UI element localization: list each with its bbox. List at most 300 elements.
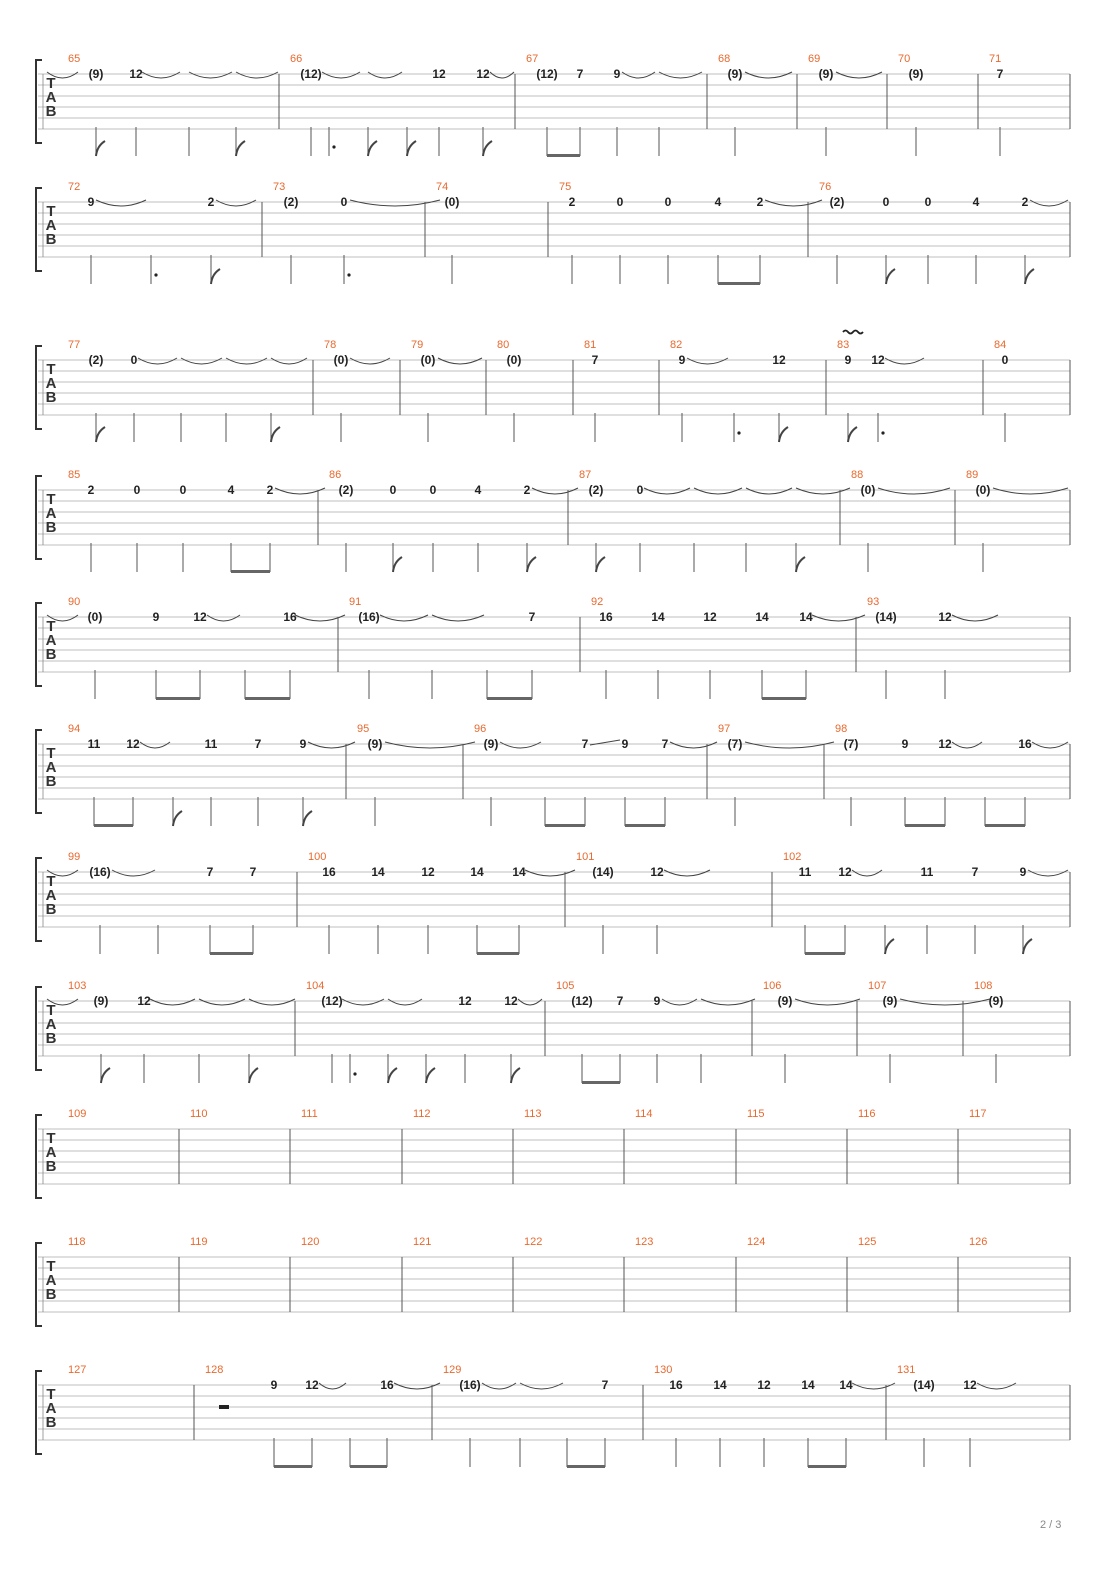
note-beam <box>487 697 532 700</box>
fret-number: 14 <box>512 865 526 879</box>
tie-arc <box>836 72 882 78</box>
fret-number: 16 <box>380 1378 394 1392</box>
fret-number: 9 <box>152 610 160 624</box>
note-flag <box>596 557 605 572</box>
bar-number: 102 <box>783 851 802 863</box>
bar-number: 121 <box>413 1236 432 1248</box>
fret-number: 0 <box>924 195 932 209</box>
tab-clef-letter: T <box>46 1386 56 1403</box>
tie-arc <box>765 200 822 206</box>
bar-number: 91 <box>349 596 362 608</box>
fret-number: 14 <box>799 610 813 624</box>
fret-number: 12 <box>432 67 446 81</box>
tie-arc <box>1032 742 1068 748</box>
fret-number: 4 <box>714 195 722 209</box>
tie-arc <box>385 742 475 748</box>
tab-system <box>36 1236 1070 1326</box>
fret-number: 11 <box>798 865 812 879</box>
fret-number: 9 <box>87 195 95 209</box>
fret-number: (12) <box>571 994 593 1008</box>
fret-number: 7 <box>616 994 624 1008</box>
fret-number: 4 <box>972 195 980 209</box>
tab-clef-letter: T <box>46 745 56 762</box>
fret-number: (9) <box>882 994 898 1008</box>
fret-number: 9 <box>678 353 686 367</box>
bar-number: 125 <box>858 1236 877 1248</box>
bar-number: 124 <box>747 1236 766 1248</box>
fret-number: (0) <box>860 483 876 497</box>
tab-clef-letter: A <box>45 89 57 106</box>
fret-number: 14 <box>371 865 385 879</box>
tab-clef-letter: A <box>45 1016 57 1033</box>
fret-number: (2) <box>338 483 354 497</box>
tie-arc <box>952 742 982 748</box>
fret-number: 4 <box>474 483 482 497</box>
fret-number: 0 <box>1001 353 1009 367</box>
tie-arc <box>140 742 170 748</box>
bar-number: 123 <box>635 1236 654 1248</box>
bar-number: 99 <box>68 851 81 863</box>
bar-number: 78 <box>324 339 337 351</box>
fret-number: (0) <box>506 353 522 367</box>
bar-number: 114 <box>635 1108 653 1120</box>
note-beam <box>805 952 845 955</box>
tie-arc <box>977 1383 1016 1389</box>
fret-number: 12 <box>963 1378 977 1392</box>
fret-number: 12 <box>421 865 435 879</box>
fret-number: 12 <box>504 994 518 1008</box>
tie-arc <box>746 488 792 494</box>
tie-arc <box>662 999 697 1005</box>
tie-arc <box>687 358 728 364</box>
fret-number: (9) <box>93 994 109 1008</box>
tie-arc <box>138 358 177 364</box>
bar-number: 87 <box>579 469 592 481</box>
fret-number: 7 <box>661 737 669 751</box>
system-bracket <box>36 603 42 686</box>
rhythm-dot <box>332 145 335 148</box>
fret-number: 12 <box>193 610 207 624</box>
tab-clef-letter: A <box>45 632 57 649</box>
note-flag <box>173 811 182 826</box>
tie-arc <box>322 72 360 78</box>
tab-clef-letter: A <box>45 759 57 776</box>
note-beam <box>625 824 665 827</box>
note-beam <box>547 154 580 157</box>
tie-arc <box>900 999 990 1005</box>
tie-arc <box>438 358 482 364</box>
fret-number: 12 <box>871 353 885 367</box>
bar-number: 67 <box>526 53 539 65</box>
tab-clef-letter: B <box>45 1158 57 1175</box>
tab-clef-letter: B <box>45 389 57 406</box>
fret-number: (9) <box>777 994 793 1008</box>
tie-arc <box>189 72 232 78</box>
fret-number: (9) <box>88 67 104 81</box>
bar-number: 130 <box>654 1364 673 1376</box>
fret-number: (2) <box>88 353 104 367</box>
fret-number: 9 <box>299 737 307 751</box>
note-flag <box>211 269 220 284</box>
tab-system <box>36 181 1070 285</box>
bar-number: 66 <box>290 53 303 65</box>
system-bracket <box>36 1371 42 1454</box>
fret-number: (7) <box>843 737 859 751</box>
bar-number: 65 <box>68 53 81 65</box>
tab-system <box>36 980 1070 1084</box>
bar-number: 89 <box>966 469 979 481</box>
fret-number: 12 <box>458 994 472 1008</box>
bar-number: 118 <box>68 1236 86 1248</box>
tab-clef-letter: T <box>46 1130 56 1147</box>
bar-number: 82 <box>670 339 683 351</box>
fret-number: 2 <box>207 195 215 209</box>
note-beam <box>156 697 200 700</box>
bar-number: 113 <box>524 1108 542 1120</box>
tie-arc <box>796 488 850 494</box>
fret-number: (0) <box>420 353 436 367</box>
bar-number: 131 <box>897 1364 916 1376</box>
tie-arc <box>812 615 865 621</box>
bar-number: 126 <box>969 1236 988 1248</box>
tie-arc <box>181 358 222 364</box>
tie-arc <box>249 999 295 1005</box>
bar-number: 96 <box>474 723 487 735</box>
tie-arc <box>432 615 484 621</box>
tie-arc <box>852 1383 895 1389</box>
note-beam <box>274 1465 312 1468</box>
bar-number: 95 <box>357 723 370 735</box>
bar-number: 68 <box>718 53 731 65</box>
system-bracket <box>36 476 42 559</box>
note-flag <box>527 557 536 572</box>
note-beam <box>231 570 270 573</box>
note-beam <box>94 824 133 827</box>
fret-number: 16 <box>599 610 613 624</box>
tab-clef-letter: A <box>45 505 57 522</box>
note-flag <box>388 1068 397 1083</box>
bar-number: 77 <box>68 339 81 351</box>
note-flag <box>249 1068 258 1083</box>
tie-arc <box>96 200 146 206</box>
note-flag <box>96 427 105 442</box>
fret-number: 12 <box>305 1378 319 1392</box>
fret-number: (0) <box>87 610 103 624</box>
tie-arc <box>150 999 195 1005</box>
tie-arc <box>644 488 690 494</box>
fret-number: 9 <box>901 737 909 751</box>
tie-arc <box>670 742 717 748</box>
fret-number: (9) <box>818 67 834 81</box>
fret-number: (2) <box>588 483 604 497</box>
bar-number: 81 <box>584 339 597 351</box>
note-beam <box>477 952 519 955</box>
fret-number: 7 <box>581 737 589 751</box>
note-beam <box>718 282 760 285</box>
bar-number: 70 <box>898 53 911 65</box>
fret-number: 7 <box>971 865 979 879</box>
tie-arc <box>993 488 1068 494</box>
bar-number: 106 <box>763 980 782 992</box>
bar-number: 73 <box>273 181 286 193</box>
bar-number: 94 <box>68 723 81 735</box>
tab-system <box>36 331 1070 443</box>
fret-number: 9 <box>270 1378 278 1392</box>
fret-number: 0 <box>429 483 437 497</box>
note-beam <box>210 952 253 955</box>
fret-number: 12 <box>938 737 952 751</box>
tie-arc <box>518 999 542 1005</box>
fret-number: 11 <box>920 865 934 879</box>
fret-number: 0 <box>130 353 138 367</box>
bar-number: 103 <box>68 980 87 992</box>
bar-number: 101 <box>576 851 595 863</box>
bar-number: 80 <box>497 339 510 351</box>
tie-arc <box>368 72 402 78</box>
tie-arc <box>701 999 755 1005</box>
tie-arc <box>878 488 950 494</box>
tie-arc <box>622 72 655 78</box>
tab-clef-letter: A <box>45 375 57 392</box>
tie-arc <box>207 615 240 621</box>
page-number: 2 / 3 <box>1040 1519 1062 1531</box>
fret-number: 16 <box>322 865 336 879</box>
system-bracket <box>36 1115 42 1198</box>
tie-arc <box>388 999 422 1005</box>
tab-clef-letter: B <box>45 773 57 790</box>
fret-number: 11 <box>204 737 218 751</box>
bar-number: 104 <box>306 980 325 992</box>
fret-number: 9 <box>1019 865 1027 879</box>
fret-number: (12) <box>300 67 322 81</box>
tab-system <box>36 1364 1070 1468</box>
tab-system <box>36 1108 1070 1198</box>
fret-number: 7 <box>254 737 262 751</box>
tie-arc <box>532 488 578 494</box>
fret-number: (16) <box>89 865 111 879</box>
fret-number: 2 <box>523 483 531 497</box>
bar-number: 128 <box>205 1364 224 1376</box>
bar-number: 107 <box>868 980 887 992</box>
tab-clef-letter: A <box>45 217 57 234</box>
note-beam <box>808 1465 846 1468</box>
tie-arc <box>236 72 278 78</box>
rhythm-dot <box>154 273 157 276</box>
fret-number: 0 <box>389 483 397 497</box>
fret-number: 7 <box>249 865 257 879</box>
fret-number: 16 <box>283 610 297 624</box>
fret-number: 2 <box>1021 195 1029 209</box>
tab-system <box>36 469 1070 573</box>
tie-arc <box>142 72 180 78</box>
rhythm-dot <box>353 1072 356 1075</box>
note-flag <box>426 1068 435 1083</box>
note-beam <box>985 824 1025 827</box>
tie-arc <box>745 742 834 748</box>
bar-number: 127 <box>68 1364 87 1376</box>
fret-number: 16 <box>1018 737 1032 751</box>
fret-number: (9) <box>483 737 499 751</box>
fret-number: 12 <box>757 1378 771 1392</box>
bar-number: 75 <box>559 181 572 193</box>
fret-number: 7 <box>206 865 214 879</box>
bar-number: 90 <box>68 596 81 608</box>
tie-arc <box>394 1383 440 1389</box>
tab-clef-letter: A <box>45 1144 57 1161</box>
note-flag <box>271 427 280 442</box>
fret-number: 12 <box>126 737 140 751</box>
tie-arc <box>885 358 924 364</box>
fret-number: 0 <box>340 195 348 209</box>
fret-number: (14) <box>592 865 614 879</box>
fret-number: (0) <box>975 483 991 497</box>
fret-number: (0) <box>444 195 460 209</box>
tie-arc <box>319 1383 346 1389</box>
tab-clef-letter: B <box>45 1030 57 1047</box>
tie-arc <box>350 200 440 206</box>
bar-number: 79 <box>411 339 424 351</box>
system-bracket <box>36 987 42 1070</box>
bar-number: 117 <box>969 1108 987 1120</box>
system-bracket <box>36 188 42 271</box>
bar-number: 122 <box>524 1236 543 1248</box>
fret-number: 7 <box>601 1378 609 1392</box>
tab-system <box>36 851 1070 955</box>
system-bracket <box>36 60 42 143</box>
bar-number: 84 <box>994 339 1007 351</box>
tab-clef-letter: B <box>45 1414 57 1431</box>
system-bracket <box>36 1243 42 1326</box>
fret-number: 0 <box>133 483 141 497</box>
rhythm-dot <box>737 431 740 434</box>
tab-clef-letter: A <box>45 1400 57 1417</box>
fret-number: 11 <box>87 737 101 751</box>
fret-number: 16 <box>669 1378 683 1392</box>
bar-number: 116 <box>858 1108 876 1120</box>
fret-number: 0 <box>616 195 624 209</box>
tie-arc <box>659 72 702 78</box>
tab-clef-letter: T <box>46 1002 56 1019</box>
fret-number: (7) <box>727 737 743 751</box>
tie-arc <box>350 358 390 364</box>
tab-system <box>36 596 1070 700</box>
note-flag <box>96 141 105 156</box>
rhythm-dot <box>881 431 884 434</box>
bar-number: 85 <box>68 469 81 481</box>
tab-clef-letter: T <box>46 203 56 220</box>
fret-number: 7 <box>591 353 599 367</box>
note-flag <box>885 939 894 954</box>
bar-number: 120 <box>301 1236 320 1248</box>
note-flag <box>511 1068 520 1083</box>
note-flag <box>848 427 857 442</box>
fret-number: 4 <box>227 483 235 497</box>
fret-number: 12 <box>137 994 151 1008</box>
bar-number: 98 <box>835 723 848 735</box>
note-flag <box>886 269 895 284</box>
fret-number: 14 <box>839 1378 853 1392</box>
note-flag <box>796 557 805 572</box>
fret-number: (14) <box>875 610 897 624</box>
fret-number: 2 <box>756 195 764 209</box>
fret-number: 2 <box>568 195 576 209</box>
bar-number: 71 <box>989 53 1002 65</box>
tie-arc <box>482 1383 516 1389</box>
tie-arc <box>226 358 267 364</box>
fret-number: 12 <box>703 610 717 624</box>
note-flag <box>1023 939 1032 954</box>
bar-number: 115 <box>747 1108 765 1120</box>
bar-number: 92 <box>591 596 604 608</box>
bar-number: 88 <box>851 469 864 481</box>
fret-number: 2 <box>87 483 95 497</box>
note-flag <box>407 141 416 156</box>
tie-arc <box>490 72 514 78</box>
tie-arc <box>952 615 998 621</box>
fret-number: (12) <box>321 994 343 1008</box>
tie-arc <box>745 72 792 78</box>
bar-number: 111 <box>301 1108 318 1120</box>
tab-clef-letter: T <box>46 1258 56 1275</box>
note-beam <box>762 697 806 700</box>
bar-number: 100 <box>308 851 327 863</box>
note-flag <box>368 141 377 156</box>
tab-clef-letter: T <box>46 618 56 635</box>
fret-number: (12) <box>536 67 558 81</box>
bar-number: 110 <box>190 1108 208 1120</box>
bar-number: 69 <box>808 53 821 65</box>
bar-number: 109 <box>68 1108 87 1120</box>
tie-arc <box>271 358 307 364</box>
fret-number: 12 <box>772 353 786 367</box>
fret-number: 7 <box>576 67 584 81</box>
system-bracket <box>36 858 42 941</box>
tab-clef-letter: B <box>45 1286 57 1303</box>
tie-arc <box>694 488 742 494</box>
fret-number: 14 <box>801 1378 815 1392</box>
tab-clef-letter: B <box>45 103 57 120</box>
tie-arc <box>380 615 428 621</box>
tab-clef-letter: B <box>45 231 57 248</box>
bar-number: 108 <box>974 980 993 992</box>
fret-number: (9) <box>367 737 383 751</box>
note-beam <box>350 1465 387 1468</box>
note-beam <box>567 1465 605 1468</box>
fret-number: 2 <box>266 483 274 497</box>
fret-number: 12 <box>476 67 490 81</box>
tie-arc <box>525 870 575 876</box>
fret-number: 0 <box>636 483 644 497</box>
fret-number: (2) <box>283 195 299 209</box>
tie-arc <box>500 742 541 748</box>
bar-number: 83 <box>837 339 850 351</box>
tie-arc <box>112 870 155 876</box>
tie-arc <box>216 200 256 206</box>
fret-number: 14 <box>755 610 769 624</box>
fret-number: 9 <box>844 353 852 367</box>
fret-number: (9) <box>908 67 924 81</box>
rest-symbol <box>219 1405 229 1409</box>
fret-number: (0) <box>333 353 349 367</box>
fret-number: (14) <box>913 1378 935 1392</box>
bar-number: 97 <box>718 723 731 735</box>
bar-number: 86 <box>329 469 342 481</box>
fret-number: 12 <box>838 865 852 879</box>
tab-system <box>36 723 1070 827</box>
system-bracket <box>36 730 42 813</box>
bar-number: 129 <box>443 1364 462 1376</box>
fret-number: 7 <box>528 610 536 624</box>
